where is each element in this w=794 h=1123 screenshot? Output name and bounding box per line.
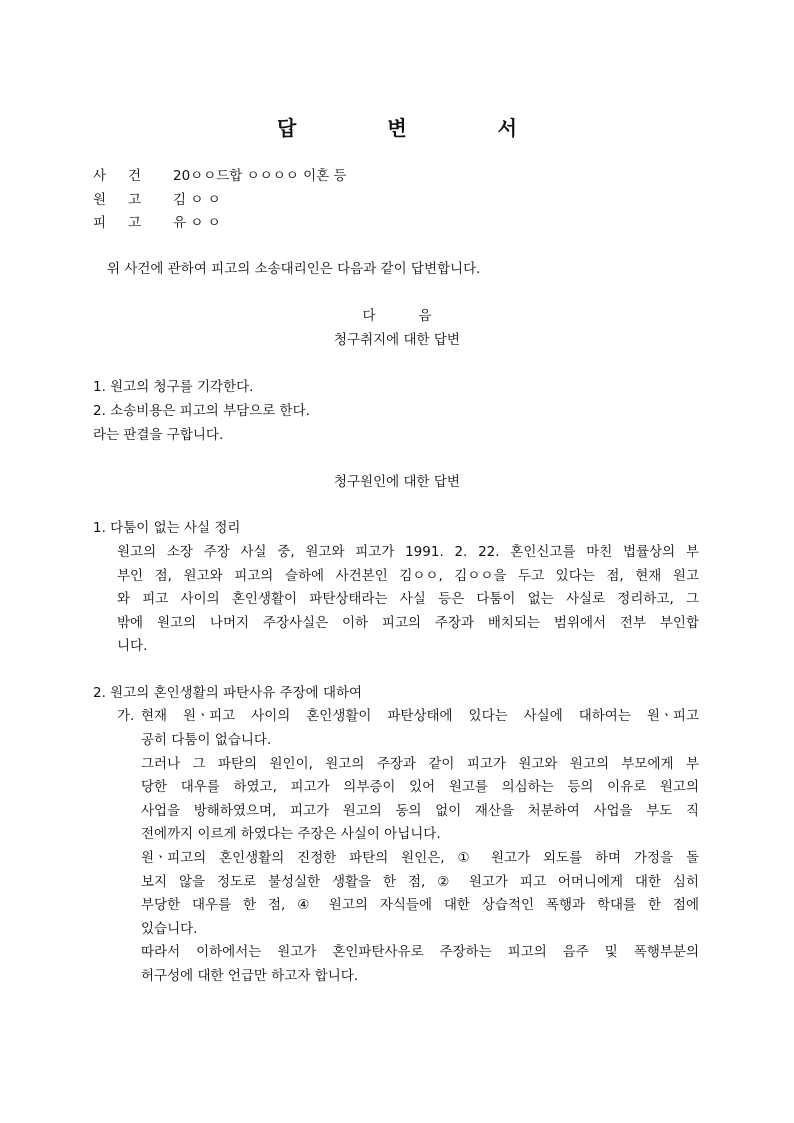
da-eum-heading: 다 음 (362, 308, 432, 324)
claim-item-2: 2. 소송비용은 피고의 부담으로 한다. (93, 403, 310, 419)
item1-line: 와 피고 사이의 혼인생활이 파탄상태라는 사실 등은 다툼이 없는 사실로 정리하고, 그 (117, 591, 699, 607)
case-value: 20ㅇㅇ드합 ㅇㅇㅇㅇ 이혼 등 (173, 168, 347, 184)
item2-line: 있습니다. (141, 921, 198, 937)
case-label: 사건 (93, 168, 164, 184)
item2-line: 부당한 대우를 한 점, ④ 원고의 자식들에 대한 상습적인 폭행과 학대를 한 점에 (141, 897, 699, 913)
item2-line: 사업을 방해하였으며, 피고가 원고의 동의 없이 재산을 처분하여 사업을 부도 직 (141, 803, 699, 819)
case-number-row (93, 166, 347, 186)
item2-line: 당한 대우를 하였고, 피고가 의부증이 있어 원고를 의심하는 등의 이유로 원고의 (141, 779, 699, 795)
defendant-value: 유 ㅇ ㅇ (173, 215, 221, 231)
item2-line: 원ㆍ피고의 혼인생활의 진정한 파탄의 원인은, ① 원고가 외도를 하며 가정을 돌 (141, 850, 699, 866)
defendant-row (93, 213, 221, 233)
intro-sentence: 위 사건에 관하여 피고의 소송대리인은 다음과 같이 답변합니다. (107, 261, 481, 277)
section-claim-cause-title: 청구원인에 대한 답변 (334, 474, 460, 490)
item2-line: 공히 다툼이 없습니다. (141, 732, 272, 748)
item1-line: 니다. (117, 638, 148, 654)
item2-line: 전에까지 이르게 하였다는 주장은 사실이 아닙니다. (141, 826, 441, 842)
item1-heading: 1. 다툼이 없는 사실 정리 (93, 520, 241, 536)
item2-line: 그러나 그 파탄의 원인이, 원고의 주장과 같이 피고가 원고와 원고의 부모에게 부 (141, 756, 699, 772)
item1-line: 원고의 소장 주장 사실 중, 원고와 피고가 1991. 2. 22. 혼인신고를 마친 법률상의 부 (117, 544, 699, 560)
section-claim-purpose-title: 청구취지에 대한 답변 (334, 332, 460, 348)
claim-item-1: 1. 원고의 청구를 기각한다. (93, 379, 254, 395)
item1-line: 밖에 원고의 나머지 주장사실은 이하 피고의 주장과 배치되는 범위에서 전부 부인합 (117, 615, 699, 631)
item2-sub-a-first-line: 현재 원ㆍ피고 사이의 혼인생활이 파탄상태에 있다는 사실에 대하여는 원ㆍ피고 (141, 708, 699, 724)
plaintiff-value: 김 ㅇ ㅇ (173, 192, 221, 208)
document-title: 답 변 서 (277, 116, 559, 140)
item2-line: 보지 않을 정도로 불성실한 생활을 한 점, ② 원고가 피고 어머니에게 대한 심히 (141, 874, 699, 890)
item2-sub-a-marker: 가. (117, 708, 135, 724)
item2-heading: 2. 원고의 혼인생활의 파탄사유 주장에 대하여 (93, 685, 363, 701)
plaintiff-label: 원고 (93, 192, 164, 208)
item2-line: 따라서 이하에서는 원고가 혼인파탄사유로 주장하는 피고의 음주 및 폭행부분의 (141, 944, 699, 960)
plaintiff-row (93, 190, 221, 210)
claim-conclusion: 라는 판결을 구합니다. (93, 427, 224, 443)
defendant-label: 피고 (93, 215, 164, 231)
item2-line: 허구성에 대한 언급만 하고자 합니다. (141, 968, 359, 984)
item1-line: 부인 점, 원고와 피고의 슬하에 사건본인 김ㅇㅇ, 김ㅇㅇ을 두고 있다는 점, 현재 원고 (117, 568, 699, 584)
